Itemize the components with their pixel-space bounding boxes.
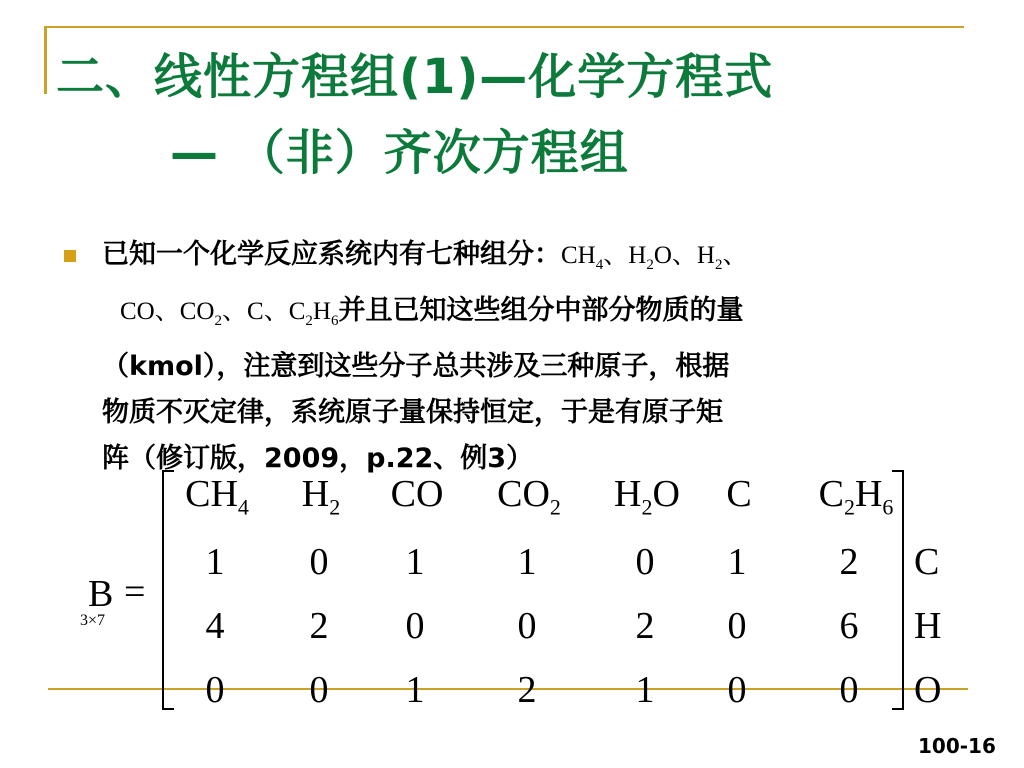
matrix-header-cell: $CO_2$ xyxy=(497,473,561,520)
title-accent-top-line xyxy=(44,26,964,28)
title-accent-vertical-line xyxy=(44,26,47,94)
slide-title-line2: — （非）齐次方程组 xyxy=(170,125,629,181)
chemical-formula: $C_2H_6$ xyxy=(288,298,339,329)
matrix-value-cell: 0 xyxy=(635,541,655,583)
matrix-value-cell: 0 xyxy=(205,669,225,711)
matrix-value-cell: 1 xyxy=(405,669,425,711)
paragraph-line-3: （kmol），注意到这些分子总共涉及三种原子，根据 xyxy=(102,351,730,382)
chemical-formula: $CO_2$ xyxy=(179,298,222,329)
matrix-value-cell: 1 xyxy=(205,541,225,583)
slide-title-line1: 二、线性方程组(1)—化学方程式 xyxy=(56,49,774,105)
matrix-row-label: O xyxy=(914,669,942,711)
matrix-value-cell: 4 xyxy=(205,605,225,647)
matrix-value-cell: 0 xyxy=(839,669,859,711)
equals-sign: = xyxy=(124,571,146,613)
matrix-value-cell: 2 xyxy=(635,605,655,647)
species-list-2 xyxy=(120,298,339,329)
separator: 、 xyxy=(671,242,697,269)
separator: 、 xyxy=(722,242,748,269)
matrix-value-cell: 0 xyxy=(405,605,425,647)
matrix-value-cell: 6 xyxy=(839,605,859,647)
matrix-value-cell: 2 xyxy=(517,669,537,711)
separator: 、 xyxy=(263,298,289,325)
paragraph-line-5: 阵（修订版，2009，p.22、例3） xyxy=(102,443,534,474)
chemical-formula: $H_2$ xyxy=(696,242,723,273)
matrix-lhs-symbol: B xyxy=(88,573,114,615)
matrix-value-cell: 0 xyxy=(309,541,329,583)
matrix-header-cell: $H_2$ xyxy=(301,473,341,520)
bullet-square-icon xyxy=(64,250,76,262)
chemical-formula: $CH_4$ xyxy=(561,242,604,273)
matrix-row-label: H xyxy=(914,605,942,647)
matrix-header-cell: C xyxy=(726,473,752,515)
page-number: 100-16 xyxy=(918,734,996,758)
matrix-value-cell: 2 xyxy=(839,541,859,583)
paragraph-line-4: 物质不灭定律，系统原子量保持恒定，于是有原子矩 xyxy=(102,397,723,428)
matrix-value-cell: 0 xyxy=(727,605,747,647)
separator: 、 xyxy=(603,242,629,269)
matrix-row-label: C xyxy=(914,541,940,583)
separator: 、 xyxy=(154,298,180,325)
matrix-value-cell: 1 xyxy=(635,669,655,711)
text-after-species: 并且已知这些组分中部分物质的量 xyxy=(338,295,744,326)
matrix-header-cell: CO xyxy=(390,473,444,515)
matrix-header-cell: $C_2H_6$ xyxy=(818,473,894,520)
matrix-lhs-dimension: 3×7 xyxy=(80,612,106,629)
body-paragraph xyxy=(102,232,962,482)
matrix-header-cell: $H_2O$ xyxy=(614,473,680,520)
matrix-value-cell: 1 xyxy=(405,541,425,583)
paragraph-line-1 xyxy=(102,232,962,288)
chemical-formula: CO xyxy=(120,298,155,325)
paragraph-line-2 xyxy=(120,288,962,344)
matrix-value-cell: 1 xyxy=(727,541,747,583)
matrix-value-cell: 2 xyxy=(309,605,329,647)
intro-text: 已知一个化学反应系统内有七种组分： xyxy=(102,239,561,270)
separator: 、 xyxy=(221,298,247,325)
chemical-formula: C xyxy=(247,298,264,325)
matrix-value-cell: 1 xyxy=(517,541,537,583)
matrix-value-cell: 0 xyxy=(309,669,329,711)
matrix-value-cell: 0 xyxy=(517,605,537,647)
matrix-header-cell: $CH_4$ xyxy=(185,473,249,520)
matrix-value-cell: 0 xyxy=(727,669,747,711)
chemical-formula: $H_2O$ xyxy=(628,242,672,273)
species-list-1 xyxy=(561,242,748,273)
